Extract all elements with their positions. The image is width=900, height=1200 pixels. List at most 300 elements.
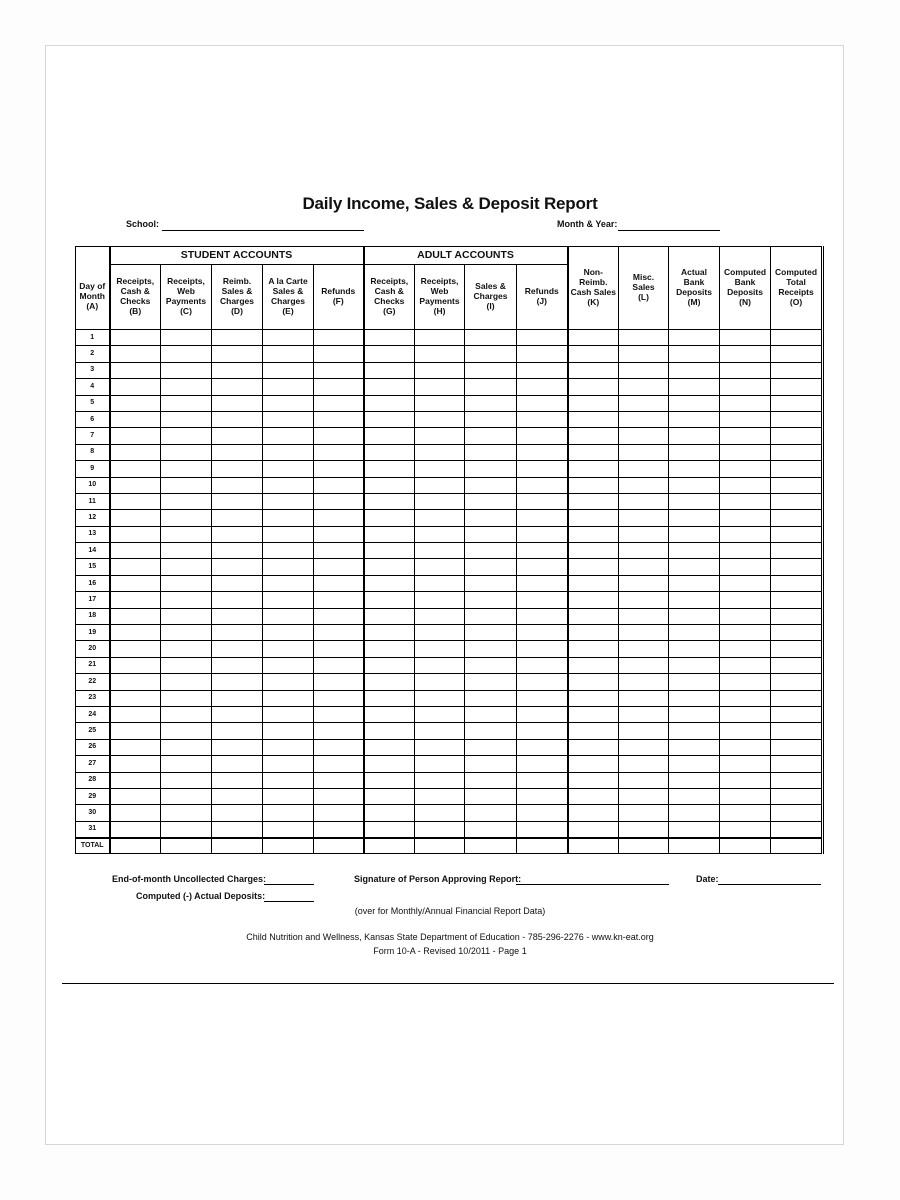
entry-cell[interactable] [720,362,771,378]
entry-cell[interactable] [110,690,161,706]
entry-cell[interactable] [263,346,314,362]
entry-cell[interactable] [314,788,364,804]
entry-cell[interactable] [364,543,415,559]
entry-cell[interactable] [619,608,669,624]
entry-cell[interactable] [568,444,619,460]
entry-cell[interactable] [568,788,619,804]
entry-cell[interactable] [568,641,619,657]
entry-cell[interactable] [263,526,314,542]
entry-cell[interactable] [110,395,161,411]
entry-cell[interactable] [517,788,568,804]
entry-cell[interactable] [364,395,415,411]
entry-cell[interactable] [314,493,364,509]
entry-cell[interactable] [415,543,465,559]
entry-cell[interactable] [110,493,161,509]
entry-cell[interactable] [465,461,517,477]
entry-cell[interactable] [517,641,568,657]
entry-cell[interactable] [568,543,619,559]
entry-cell[interactable] [465,477,517,493]
entry-cell[interactable] [720,739,771,755]
entry-cell[interactable] [415,690,465,706]
entry-cell[interactable] [465,411,517,427]
entry-cell[interactable] [415,723,465,739]
entry-cell[interactable] [465,641,517,657]
entry-cell[interactable] [771,706,823,722]
entry-cell[interactable] [263,625,314,641]
entry-cell[interactable] [110,805,161,821]
entry-cell[interactable] [619,444,669,460]
entry-cell[interactable] [669,411,720,427]
entry-cell[interactable] [364,657,415,673]
entry-cell[interactable] [212,657,263,673]
entry-cell[interactable] [720,493,771,509]
entry-cell[interactable] [263,543,314,559]
entry-cell[interactable] [161,493,212,509]
entry-cell[interactable] [212,608,263,624]
entry-cell[interactable] [364,772,415,788]
entry-cell[interactable] [415,575,465,591]
entry-cell[interactable] [517,395,568,411]
entry-cell[interactable] [771,477,823,493]
entry-cell[interactable] [364,559,415,575]
entry-cell[interactable] [314,346,364,362]
entry-cell[interactable] [161,461,212,477]
entry-cell[interactable] [771,395,823,411]
entry-cell[interactable] [110,625,161,641]
entry-cell[interactable] [364,477,415,493]
entry-cell[interactable] [465,428,517,444]
entry-cell[interactable] [568,362,619,378]
entry-cell[interactable] [212,395,263,411]
entry-cell[interactable] [669,559,720,575]
entry-cell[interactable] [771,838,823,854]
entry-cell[interactable] [465,526,517,542]
entry-cell[interactable] [465,559,517,575]
entry-cell[interactable] [212,788,263,804]
entry-cell[interactable] [720,575,771,591]
entry-cell[interactable] [465,706,517,722]
entry-cell[interactable] [364,821,415,838]
entry-cell[interactable] [314,641,364,657]
entry-cell[interactable] [465,575,517,591]
entry-cell[interactable] [263,821,314,838]
entry-cell[interactable] [263,772,314,788]
entry-cell[interactable] [415,330,465,346]
entry-cell[interactable] [110,362,161,378]
entry-cell[interactable] [669,346,720,362]
entry-cell[interactable] [669,608,720,624]
entry-cell[interactable] [415,411,465,427]
entry-cell[interactable] [212,411,263,427]
entry-cell[interactable] [212,559,263,575]
entry-cell[interactable] [212,625,263,641]
entry-cell[interactable] [771,362,823,378]
entry-cell[interactable] [517,723,568,739]
entry-cell[interactable] [263,330,314,346]
entry-cell[interactable] [568,575,619,591]
entry-cell[interactable] [720,772,771,788]
entry-cell[interactable] [263,788,314,804]
entry-cell[interactable] [568,723,619,739]
entry-cell[interactable] [110,608,161,624]
entry-cell[interactable] [212,330,263,346]
entry-cell[interactable] [669,444,720,460]
entry-cell[interactable] [314,756,364,772]
entry-cell[interactable] [110,444,161,460]
entry-cell[interactable] [619,379,669,395]
entry-cell[interactable] [364,706,415,722]
entry-cell[interactable] [212,575,263,591]
entry-cell[interactable] [364,526,415,542]
entry-cell[interactable] [415,625,465,641]
entry-cell[interactable] [314,477,364,493]
entry-cell[interactable] [161,608,212,624]
entry-cell[interactable] [364,411,415,427]
entry-cell[interactable] [619,346,669,362]
entry-cell[interactable] [364,756,415,772]
entry-cell[interactable] [212,346,263,362]
entry-cell[interactable] [517,674,568,690]
entry-cell[interactable] [619,330,669,346]
entry-cell[interactable] [161,838,212,854]
entry-cell[interactable] [517,838,568,854]
entry-cell[interactable] [720,526,771,542]
entry-cell[interactable] [465,788,517,804]
entry-cell[interactable] [720,428,771,444]
entry-cell[interactable] [314,559,364,575]
entry-cell[interactable] [415,362,465,378]
entry-cell[interactable] [161,821,212,838]
entry-cell[interactable] [364,493,415,509]
entry-cell[interactable] [619,756,669,772]
entry-cell[interactable] [517,362,568,378]
entry-cell[interactable] [669,723,720,739]
entry-cell[interactable] [720,461,771,477]
entry-cell[interactable] [212,379,263,395]
entry-cell[interactable] [465,510,517,526]
entry-cell[interactable] [465,362,517,378]
entry-cell[interactable] [619,477,669,493]
entry-cell[interactable] [212,772,263,788]
entry-cell[interactable] [619,805,669,821]
entry-cell[interactable] [110,739,161,755]
entry-cell[interactable] [415,838,465,854]
entry-cell[interactable] [771,411,823,427]
entry-cell[interactable] [364,641,415,657]
entry-cell[interactable] [263,657,314,673]
entry-cell[interactable] [517,739,568,755]
date-field[interactable] [718,884,821,885]
entry-cell[interactable] [669,395,720,411]
entry-cell[interactable] [161,395,212,411]
entry-cell[interactable] [568,526,619,542]
entry-cell[interactable] [161,543,212,559]
entry-cell[interactable] [415,772,465,788]
entry-cell[interactable] [314,461,364,477]
entry-cell[interactable] [415,805,465,821]
entry-cell[interactable] [771,625,823,641]
entry-cell[interactable] [364,362,415,378]
entry-cell[interactable] [314,592,364,608]
entry-cell[interactable] [161,477,212,493]
entry-cell[interactable] [517,772,568,788]
entry-cell[interactable] [568,706,619,722]
entry-cell[interactable] [619,592,669,608]
entry-cell[interactable] [517,346,568,362]
entry-cell[interactable] [619,575,669,591]
entry-cell[interactable] [465,723,517,739]
entry-cell[interactable] [771,592,823,608]
entry-cell[interactable] [517,592,568,608]
entry-cell[interactable] [619,788,669,804]
entry-cell[interactable] [517,657,568,673]
entry-cell[interactable] [568,756,619,772]
entry-cell[interactable] [161,706,212,722]
entry-cell[interactable] [517,444,568,460]
entry-cell[interactable] [415,788,465,804]
entry-cell[interactable] [669,739,720,755]
entry-cell[interactable] [568,428,619,444]
entry-cell[interactable] [212,690,263,706]
entry-cell[interactable] [415,461,465,477]
entry-cell[interactable] [720,346,771,362]
entry-cell[interactable] [314,330,364,346]
entry-cell[interactable] [465,690,517,706]
entry-cell[interactable] [619,461,669,477]
entry-cell[interactable] [110,461,161,477]
entry-cell[interactable] [669,788,720,804]
entry-cell[interactable] [110,772,161,788]
entry-cell[interactable] [212,756,263,772]
entry-cell[interactable] [517,608,568,624]
entry-cell[interactable] [568,330,619,346]
entry-cell[interactable] [568,625,619,641]
entry-cell[interactable] [110,674,161,690]
entry-cell[interactable] [110,821,161,838]
entry-cell[interactable] [263,362,314,378]
entry-cell[interactable] [568,379,619,395]
entry-cell[interactable] [212,821,263,838]
entry-cell[interactable] [517,625,568,641]
entry-cell[interactable] [110,346,161,362]
entry-cell[interactable] [619,625,669,641]
entry-cell[interactable] [619,411,669,427]
entry-cell[interactable] [161,657,212,673]
entry-cell[interactable] [110,592,161,608]
entry-cell[interactable] [720,838,771,854]
entry-cell[interactable] [669,362,720,378]
entry-cell[interactable] [465,444,517,460]
entry-cell[interactable] [568,772,619,788]
entry-cell[interactable] [619,641,669,657]
entry-cell[interactable] [720,444,771,460]
signature-field[interactable] [516,884,669,885]
entry-cell[interactable] [415,493,465,509]
entry-cell[interactable] [619,838,669,854]
entry-cell[interactable] [465,657,517,673]
entry-cell[interactable] [364,805,415,821]
entry-cell[interactable] [771,330,823,346]
entry-cell[interactable] [263,379,314,395]
entry-cell[interactable] [263,608,314,624]
entry-cell[interactable] [212,739,263,755]
entry-cell[interactable] [465,805,517,821]
entry-cell[interactable] [465,821,517,838]
entry-cell[interactable] [517,559,568,575]
entry-cell[interactable] [161,772,212,788]
entry-cell[interactable] [161,690,212,706]
entry-cell[interactable] [364,592,415,608]
entry-cell[interactable] [263,690,314,706]
entry-cell[interactable] [415,477,465,493]
entry-cell[interactable] [314,625,364,641]
entry-cell[interactable] [669,510,720,526]
entry-cell[interactable] [568,411,619,427]
entry-cell[interactable] [161,641,212,657]
entry-cell[interactable] [364,690,415,706]
entry-cell[interactable] [517,461,568,477]
entry-cell[interactable] [161,625,212,641]
entry-cell[interactable] [771,657,823,673]
entry-cell[interactable] [669,461,720,477]
entry-cell[interactable] [771,526,823,542]
entry-cell[interactable] [263,723,314,739]
entry-cell[interactable] [364,510,415,526]
entry-cell[interactable] [161,526,212,542]
entry-cell[interactable] [161,362,212,378]
entry-cell[interactable] [465,608,517,624]
entry-cell[interactable] [110,559,161,575]
entry-cell[interactable] [212,723,263,739]
entry-cell[interactable] [364,608,415,624]
entry-cell[interactable] [669,690,720,706]
entry-cell[interactable] [110,838,161,854]
entry-cell[interactable] [771,346,823,362]
entry-cell[interactable] [669,543,720,559]
entry-cell[interactable] [364,444,415,460]
entry-cell[interactable] [669,641,720,657]
entry-cell[interactable] [465,330,517,346]
entry-cell[interactable] [568,493,619,509]
entry-cell[interactable] [771,428,823,444]
entry-cell[interactable] [720,706,771,722]
entry-cell[interactable] [161,575,212,591]
entry-cell[interactable] [517,493,568,509]
entry-cell[interactable] [771,444,823,460]
entry-cell[interactable] [161,674,212,690]
entry-cell[interactable] [568,674,619,690]
entry-cell[interactable] [669,330,720,346]
entry-cell[interactable] [619,723,669,739]
entry-cell[interactable] [720,510,771,526]
entry-cell[interactable] [110,756,161,772]
entry-cell[interactable] [720,592,771,608]
school-field-line[interactable] [162,230,364,231]
entry-cell[interactable] [568,461,619,477]
entry-cell[interactable] [263,444,314,460]
entry-cell[interactable] [669,821,720,838]
entry-cell[interactable] [619,362,669,378]
entry-cell[interactable] [314,428,364,444]
entry-cell[interactable] [465,739,517,755]
entry-cell[interactable] [568,559,619,575]
entry-cell[interactable] [415,756,465,772]
entry-cell[interactable] [263,461,314,477]
entry-cell[interactable] [263,428,314,444]
entry-cell[interactable] [517,411,568,427]
entry-cell[interactable] [669,805,720,821]
entry-cell[interactable] [465,674,517,690]
entry-cell[interactable] [517,510,568,526]
entry-cell[interactable] [212,428,263,444]
entry-cell[interactable] [263,395,314,411]
entry-cell[interactable] [771,559,823,575]
entry-cell[interactable] [517,526,568,542]
entry-cell[interactable] [771,461,823,477]
entry-cell[interactable] [161,379,212,395]
entry-cell[interactable] [314,838,364,854]
entry-cell[interactable] [720,559,771,575]
entry-cell[interactable] [465,395,517,411]
entry-cell[interactable] [263,706,314,722]
entry-cell[interactable] [619,559,669,575]
entry-cell[interactable] [415,526,465,542]
entry-cell[interactable] [263,739,314,755]
entry-cell[interactable] [619,821,669,838]
entry-cell[interactable] [568,805,619,821]
entry-cell[interactable] [364,330,415,346]
entry-cell[interactable] [314,723,364,739]
entry-cell[interactable] [314,674,364,690]
entry-cell[interactable] [314,772,364,788]
entry-cell[interactable] [771,379,823,395]
entry-cell[interactable] [465,625,517,641]
entry-cell[interactable] [720,690,771,706]
entry-cell[interactable] [669,772,720,788]
entry-cell[interactable] [364,788,415,804]
entry-cell[interactable] [263,411,314,427]
entry-cell[interactable] [212,641,263,657]
entry-cell[interactable] [771,723,823,739]
entry-cell[interactable] [212,493,263,509]
entry-cell[interactable] [568,657,619,673]
entry-cell[interactable] [415,444,465,460]
entry-cell[interactable] [212,706,263,722]
entry-cell[interactable] [212,592,263,608]
entry-cell[interactable] [415,641,465,657]
entry-cell[interactable] [263,575,314,591]
entry-cell[interactable] [771,641,823,657]
entry-cell[interactable] [771,608,823,624]
entry-cell[interactable] [110,657,161,673]
month-year-field-line[interactable] [618,230,720,231]
entry-cell[interactable] [465,756,517,772]
entry-cell[interactable] [314,575,364,591]
entry-cell[interactable] [669,428,720,444]
entry-cell[interactable] [314,739,364,755]
entry-cell[interactable] [364,674,415,690]
entry-cell[interactable] [161,330,212,346]
entry-cell[interactable] [415,346,465,362]
entry-cell[interactable] [720,788,771,804]
entry-cell[interactable] [212,477,263,493]
entry-cell[interactable] [465,543,517,559]
entry-cell[interactable] [110,526,161,542]
entry-cell[interactable] [568,477,619,493]
entry-cell[interactable] [110,706,161,722]
entry-cell[interactable] [415,706,465,722]
entry-cell[interactable] [619,657,669,673]
